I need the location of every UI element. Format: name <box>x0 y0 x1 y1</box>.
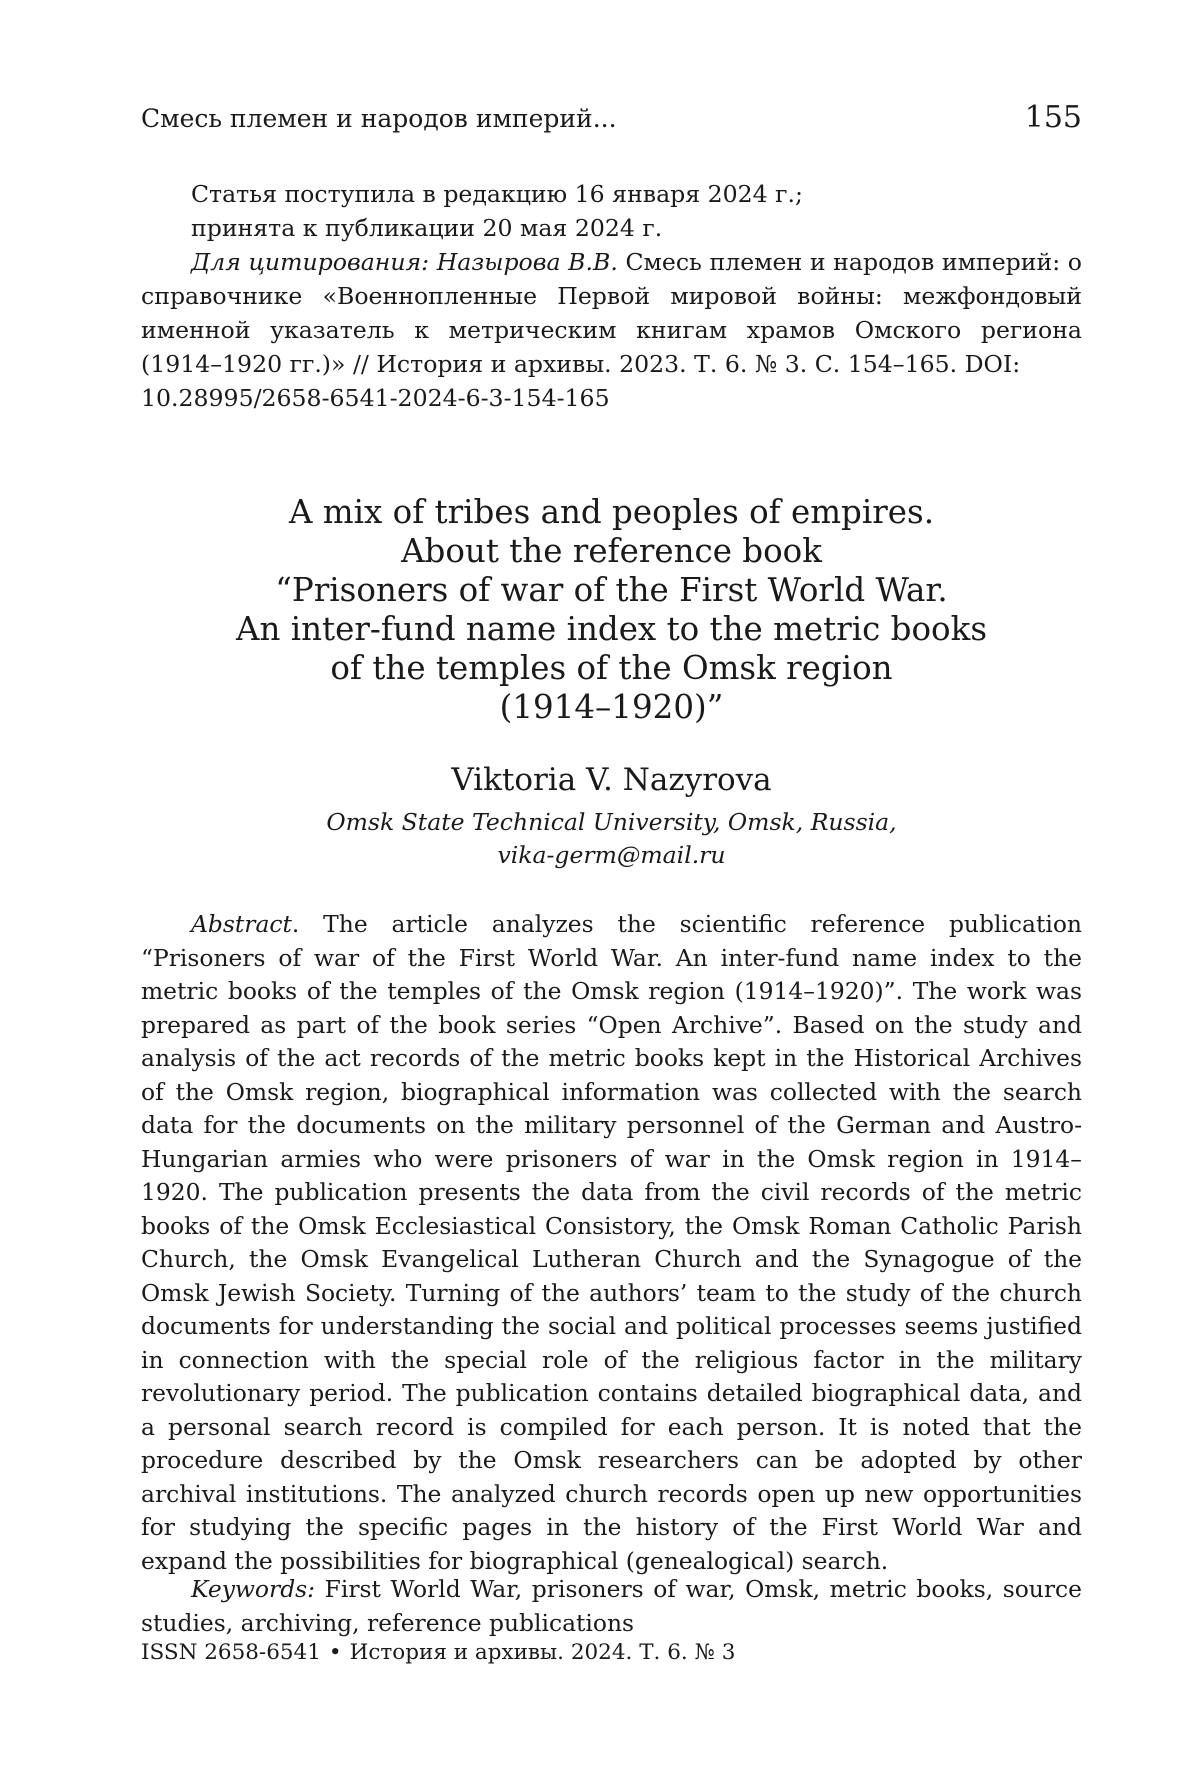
footer <box>141 1640 735 1665</box>
keywords-text: First World War, prisoners of war, Omsk, metric books, source studies, archiving, reference publications <box>141 1575 1082 1637</box>
citation-author: Назырова В.В. <box>437 248 618 276</box>
accepted-date: принята к публикации 20 мая 2024 г. <box>141 211 1082 245</box>
article-title <box>141 493 1082 727</box>
title-line: A mix of tribes and peoples of empires. <box>141 493 1082 532</box>
author-affiliation <box>141 806 1082 872</box>
affiliation-text: Omsk State Technical University, Omsk, Russia, <box>141 806 1082 839</box>
author-email: vika-germ@mail.ru <box>141 839 1082 872</box>
title-line: About the reference book <box>141 532 1082 571</box>
running-head <box>141 104 1082 140</box>
abstract-text: . The article analyzes the scientific reference publication “Prisoners of war of the First World War. An inter-fund name index to the metric books of the temples of the Omsk region (1914–1920)”. The work was prepared as part of the book series “Open Archive”. Based on the study and analysis of the act records of the metric books kept in the Historical Archives of the Omsk region, biographical information was collected with the search data for the documents on the military personnel of the German and Austro-Hungarian armies who were prisoners of war in the Omsk region in 1914–1920. The publication presents the data from the civil records of the metric books of the Omsk Ecclesiastical Consistory, the Omsk Roman Catholic Parish Church, the Omsk Evangelical Lutheran Church and the Synagogue of the Omsk Jewish Society. Turning of the authors’ team to the study of the church documents for understanding the social and political processes seems justified in connection with the special role of the religious factor in the military revolutionary period. The publication contains detailed biographical data, and a personal search record is compiled for each person. It is noted that the procedure described by the Omsk researchers can be adopted by other archival institutions. The analyzed church records open up new opportunities for studying the specific pages in the history of the First World War and expand the possibilities for biographical (genealogical) search. <box>141 910 1082 1575</box>
footer-bullet: • <box>321 1640 350 1665</box>
title-line: An inter-fund name index to the metric books <box>141 610 1082 649</box>
abstract <box>141 908 1082 1578</box>
title-line: “Prisoners of war of the First World War. <box>141 571 1082 610</box>
keywords <box>141 1573 1082 1640</box>
keywords-label: Keywords: <box>191 1575 315 1603</box>
journal-info: История и архивы. 2024. Т. 6. № 3 <box>350 1640 736 1665</box>
citation-text: Смесь племен и народов империй: о справочнике «Военнопленные Первой мировой войны: межфондовый именной указатель к метрическим книгам храмов Омского региона (1914–1920 гг.)» // История и архивы. 2023. Т. 6. № 3. С. 154–165. DOI: <box>141 248 1082 378</box>
issn: ISSN 2658-6541 <box>141 1640 321 1665</box>
citation-label: Для цитирования: <box>191 248 429 276</box>
author-name: Viktoria V. Nazyrova <box>141 762 1082 798</box>
running-title: Смесь племен и народов империй... <box>141 104 617 133</box>
doi: 10.28995/2658-6541-2024-6-3-154-165 <box>141 381 1082 415</box>
title-line: of the temples of the Omsk region <box>141 649 1082 688</box>
page-number: 155 <box>1025 100 1082 135</box>
article-meta <box>141 177 1082 415</box>
received-date: Статья поступила в редакцию 16 января 2024 г.; <box>141 177 1082 211</box>
citation <box>141 245 1082 381</box>
abstract-label: Abstract <box>191 910 292 938</box>
title-line: (1914–1920)” <box>141 688 1082 727</box>
